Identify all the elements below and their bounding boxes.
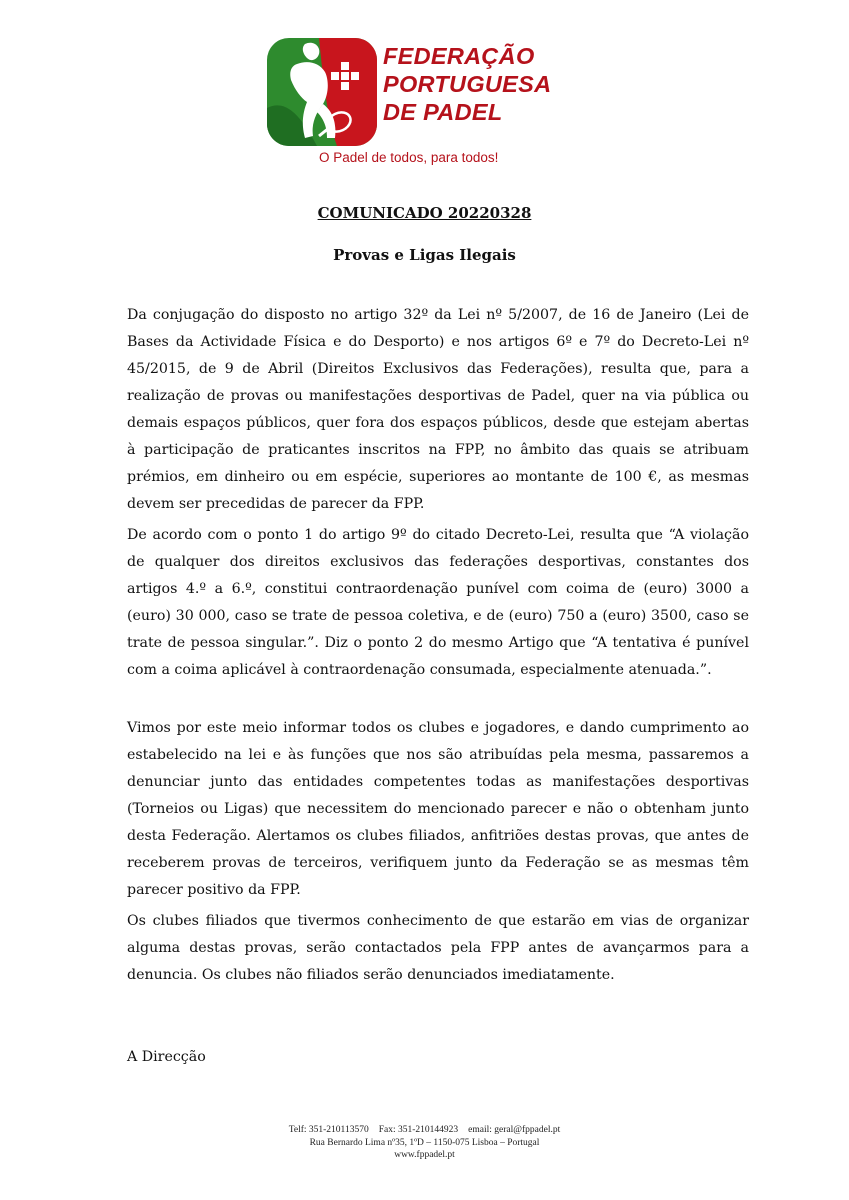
footer-website: www.fppadel.pt [394,1150,455,1160]
document-subtitle: Provas e Ligas Ilegais [333,246,516,264]
document-title: COMUNICADO 20220328 [317,204,532,222]
footer [0,1124,849,1162]
logo-tagline: O Padel de todos, para todos! [319,150,499,165]
footer-fax: Fax: 351-210144923 [378,1125,459,1135]
signature: A Direcção [127,1049,206,1065]
paragraph-2: De acordo com o ponto 1 do artigo 9º do citado Decreto-Lei, resulta que “A violação de qualquer dos direitos exclusivos das federações desportivas, constantes dos artigos 4.º a 6.º, constitui contraordenação punível com coima de (euro) 3000 a (euro) 30 000, caso se trate de pessoa coletiva, e de (euro) 750 a (euro) 3500, caso se trate de pessoa singular.”. Diz o ponto 2 do mesmo Artigo que “A tentativa é punível com a coima aplicável à contraordenação consumada, especialmente atenuada.”. [127,527,749,678]
footer-contact-line [0,1124,849,1137]
paragraph-3: Vimos por este meio informar todos os clubes e jogadores, e dando cumprimento ao estabelecido na lei e às funções que nos são atribuídas pela mesma, passaremos a denunciar junto das entidades competentes todas as manifestações desportivas (Torneios ou Ligas) que necessitem do mencionado parecer e não o obtenham junto desta Federação. Alertamos os clubes filiados, anfitriões destas provas, que antes de receberem provas de terceiros, verifiquem junto da Federação se as mesmas têm parecer positivo da FPP. [127,720,749,898]
padel-player-emblem-icon [267,38,377,146]
footer-phone: Telf: 351-210113570 [288,1125,369,1135]
federation-logo [265,36,565,171]
logo-line-2: PORTUGUESA [383,71,552,97]
footer-email: email: geral@fppadel.pt [468,1125,561,1135]
logo-line-3: DE PADEL [383,99,503,125]
paragraph-1: Da conjugação do disposto no artigo 32º da Lei nº 5/2007, de 16 de Janeiro (Lei de Bases da Actividade Física e do Desporto) e nos artigos 6º e 7º do Decreto-Lei nº 45/2015, de 9 de Abril (Direitos Exclusivos das Federações), resulta que, para a realização de provas ou manifestações desportivas de Padel, quer na via pública ou demais espaços públicos, quer fora dos espaços públicos, desde que estejam abertas à participação de praticantes inscritos na FPP, no âmbito das quais se atribuam prémios, em dinheiro ou em espécie, superiores ao montante de 100 €, as mesmas devem ser precedidas de parecer da FPP. [127,307,749,512]
paragraph-4: Os clubes filiados que tivermos conhecimento de que estarão em vias de organizar alguma destas provas, serão contactados pela FPP antes de avançarmos para a denuncia. Os clubes não filiados serão denunciados imediatamente. [127,913,749,983]
logo-line-1: FEDERAÇÃO [383,43,535,69]
federation-name [383,42,551,126]
footer-address: Rua Bernardo Lima nº35, 1ºD – 1150-075 Lisboa – Portugal [309,1137,540,1148]
